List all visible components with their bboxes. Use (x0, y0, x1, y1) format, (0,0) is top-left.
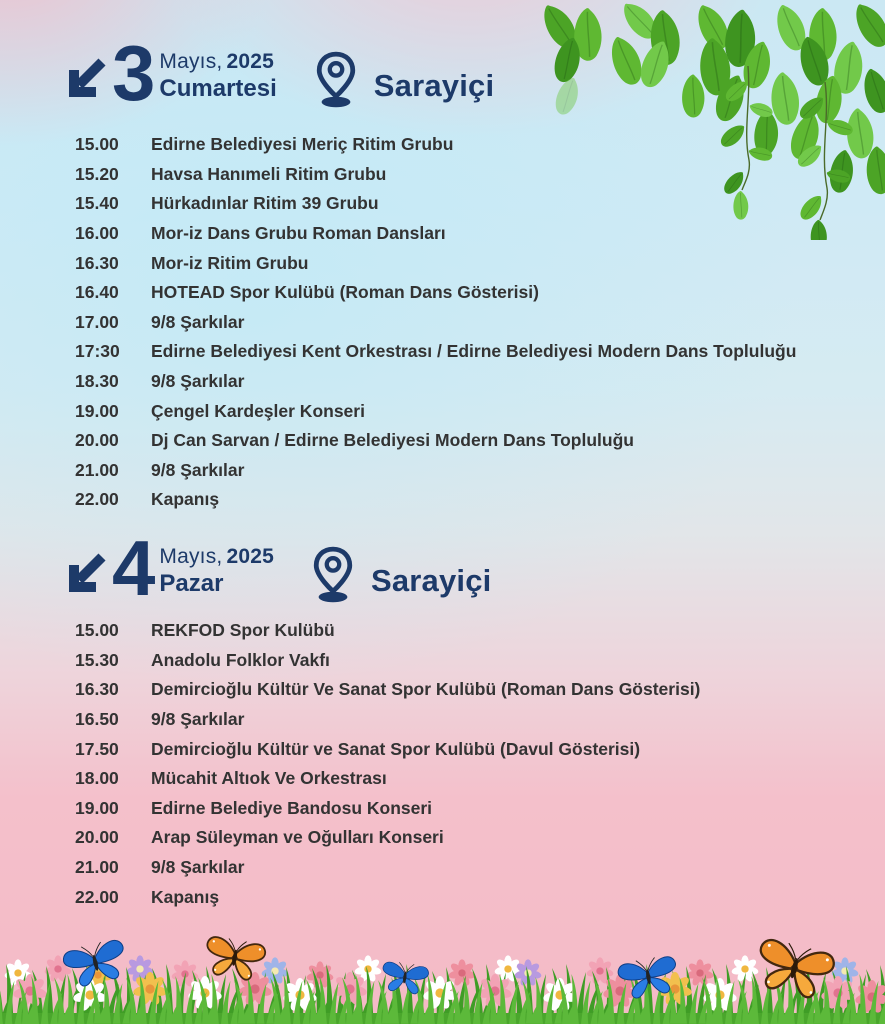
event-title: Demircioğlu Kültür Ve Sanat Spor Kulübü (Roman Dans Gösterisi) (151, 679, 701, 700)
event-row (75, 219, 869, 249)
event-time: 16.30 (75, 679, 119, 700)
butterfly-blue-icon (617, 954, 681, 1000)
day2-weekday: Pazar (159, 570, 224, 597)
event-row (75, 456, 869, 486)
event-row (75, 130, 869, 160)
event-time: 15.00 (75, 620, 119, 641)
butterfly-blue-icon (380, 960, 429, 995)
event-time: 16.40 (75, 282, 119, 303)
event-time: 15.00 (75, 134, 119, 155)
event-row (75, 426, 869, 456)
event-title: Kapanış (151, 886, 220, 907)
event-row (75, 616, 869, 646)
event-title: Çengel Kardeşler Konseri (151, 400, 365, 421)
location-pin-icon (310, 544, 356, 609)
event-title: Anadolu Folklor Vakfı (151, 649, 330, 670)
event-row (75, 794, 869, 824)
day2-header (66, 524, 492, 612)
event-row (75, 396, 869, 426)
event-time: 17.50 (75, 738, 119, 759)
event-row (75, 160, 869, 190)
event-time: 22.00 (75, 489, 119, 510)
event-time: 19.00 (75, 400, 119, 421)
day2-number: 4 (112, 524, 152, 612)
event-title: Mor-iz Ritim Grubu (151, 252, 309, 273)
event-title: Kapanış (151, 489, 220, 510)
event-time: 22.00 (75, 886, 119, 907)
event-title: Mor-iz Dans Grubu Roman Dansları (151, 223, 446, 244)
event-time: 15.20 (75, 163, 119, 184)
event-row (75, 882, 869, 912)
day1-header (66, 29, 495, 117)
event-time: 16.50 (75, 709, 119, 730)
day1-venue: Sarayiçi (373, 68, 495, 103)
event-title: Edirne Belediyesi Kent Orkestrası / Edirne Belediyesi Modern Dans Topluluğu (151, 341, 797, 362)
day1-schedule (75, 130, 869, 515)
event-time: 21.00 (75, 857, 119, 878)
event-time: 17.00 (75, 311, 119, 332)
event-row (75, 646, 869, 676)
event-time: 15.40 (75, 193, 119, 214)
event-time: 18.30 (75, 371, 119, 392)
event-time: 20.00 (75, 430, 119, 451)
event-time: 19.00 (75, 797, 119, 818)
event-title: Havsa Hanımeli Ritim Grubu (151, 163, 387, 184)
event-time: 17:30 (75, 341, 120, 362)
event-title: 9/8 Şarkılar (151, 709, 245, 730)
event-time: 16.00 (75, 223, 119, 244)
day2-venue: Sarayiçi (370, 563, 492, 598)
butterfly-orange-icon (202, 935, 266, 982)
event-title: Edirne Belediyesi Meriç Ritim Grubu (151, 134, 454, 155)
event-title: Dj Can Sarvan / Edirne Belediyesi Modern Dans Topluluğu (151, 430, 634, 451)
day1-month: Mayıs, (159, 50, 223, 73)
event-time: 21.00 (75, 459, 119, 480)
event-title: Hürkadınlar Ritim 39 Grubu (151, 193, 379, 214)
event-title: 9/8 Şarkılar (151, 857, 245, 878)
event-row (75, 675, 869, 705)
event-row (75, 189, 869, 219)
event-row (75, 337, 869, 367)
event-title: Arap Süleyman ve Oğulları Konseri (151, 827, 444, 848)
day2-date (159, 537, 274, 596)
day2-schedule (75, 616, 869, 912)
event-row (75, 278, 869, 308)
event-title: HOTEAD Spor Kulübü (Roman Dans Gösterisi) (151, 282, 539, 303)
event-time: 15.30 (75, 649, 119, 670)
event-title: 9/8 Şarkılar (151, 371, 245, 392)
butterfly-orange-icon (752, 937, 836, 1002)
day1-date (159, 42, 276, 101)
event-title: Mücahit Altıok Ve Orkestrası (151, 768, 387, 789)
butterfly-blue-icon (61, 937, 130, 989)
day1-weekday: Cumartesi (159, 75, 277, 102)
event-row (75, 308, 869, 338)
event-row (75, 853, 869, 883)
event-row (75, 764, 869, 794)
event-row (75, 248, 869, 278)
day2-month: Mayıs, (159, 545, 223, 568)
event-title: 9/8 Şarkılar (151, 311, 245, 332)
event-title: Demircioğlu Kültür ve Sanat Spor Kulübü (Davul Gösterisi) (151, 738, 641, 759)
event-time: 16.30 (75, 252, 119, 273)
down-left-arrow-icon (66, 552, 110, 601)
event-row (75, 485, 869, 515)
event-title: Edirne Belediye Bandosu Konseri (151, 797, 433, 818)
event-time: 18.00 (75, 768, 119, 789)
event-row (75, 705, 869, 735)
event-row (75, 734, 869, 764)
event-title: REKFOD Spor Kulübü (151, 620, 335, 641)
location-pin-icon (313, 49, 359, 114)
day1-year: 2025 (226, 50, 274, 73)
day2-year: 2025 (226, 545, 274, 568)
down-left-arrow-icon (66, 57, 110, 106)
event-row (75, 367, 869, 397)
day1-number: 3 (112, 29, 152, 117)
event-row (75, 823, 869, 853)
event-time: 20.00 (75, 827, 119, 848)
event-title: 9/8 Şarkılar (151, 459, 245, 480)
grass-flowers-decoration-icon (0, 929, 885, 1024)
